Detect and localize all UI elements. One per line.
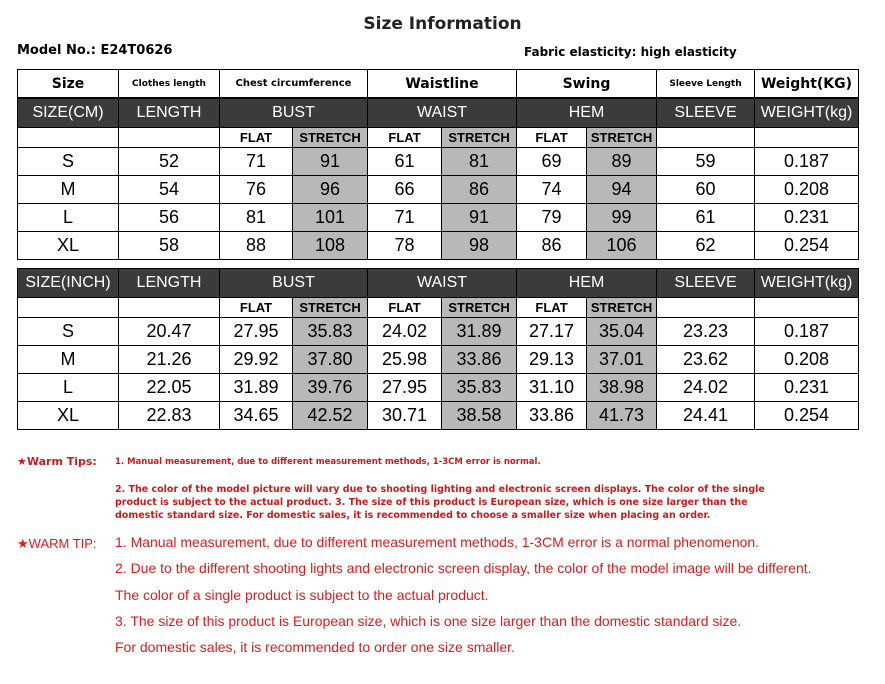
table-cell: 27.95	[220, 318, 293, 346]
warm-tips-line-1: 1. Manual measurement, due to different measurement methods, 1-3CM error is normal.	[115, 457, 541, 467]
table-cell: 23.62	[657, 346, 755, 374]
header-weight: Weight(KG)	[755, 70, 859, 98]
table-cell: 99	[587, 204, 657, 232]
flat-label: FLAT	[368, 128, 442, 148]
column-header-waist: WAIST	[368, 99, 517, 128]
table-cell: 0.208	[755, 346, 859, 374]
table-cell: 66	[368, 176, 442, 204]
size-label: M	[18, 176, 119, 204]
table-cell: 27.17	[517, 318, 587, 346]
table-cell: 34.65	[220, 402, 293, 430]
table-cell: 0.208	[755, 176, 859, 204]
table-cell: 0.231	[755, 204, 859, 232]
table-cell: 106	[587, 232, 657, 260]
warm-tip-line-4: 3. The size of this product is European size, which is one size larger than the domestic standard size.	[115, 613, 742, 629]
table-cell: 91	[293, 148, 368, 176]
stretch-label: STRETCH	[587, 128, 657, 148]
table-cell: 38.58	[442, 402, 517, 430]
header-clothes-length: Clothes length	[119, 70, 220, 98]
subheader-blank	[657, 128, 755, 148]
table-cell: 29.92	[220, 346, 293, 374]
column-header-weight: WEIGHT(kg)	[755, 269, 859, 298]
table-cell: 81	[442, 148, 517, 176]
table-row	[18, 346, 859, 374]
table-cell: 61	[657, 204, 755, 232]
column-header-row	[18, 99, 859, 128]
flat-label: FLAT	[517, 128, 587, 148]
table-cell: 38.98	[587, 374, 657, 402]
table-cell: 60	[657, 176, 755, 204]
table-cell: 22.05	[119, 374, 220, 402]
size-label: M	[18, 346, 119, 374]
column-header-row	[18, 269, 859, 298]
table-cell: 0.254	[755, 232, 859, 260]
size-label: L	[18, 204, 119, 232]
table-cell: 39.76	[293, 374, 368, 402]
table-cell: 22.83	[119, 402, 220, 430]
table-cell: 33.86	[442, 346, 517, 374]
table-cell: 88	[220, 232, 293, 260]
table-cell: 31.10	[517, 374, 587, 402]
subheader-blank	[18, 128, 119, 148]
table-cell: 96	[293, 176, 368, 204]
table-cell: 37.80	[293, 346, 368, 374]
table-cell: 69	[517, 148, 587, 176]
subheader-blank	[119, 298, 220, 318]
table-cell: 58	[119, 232, 220, 260]
table-cell: 86	[442, 176, 517, 204]
table-cell: 94	[587, 176, 657, 204]
warm-tip-line-1: 1. Manual measurement, due to different measurement methods, 1-3CM error is a normal phenomenon.	[115, 534, 760, 550]
table-cell: 56	[119, 204, 220, 232]
warm-tip-line-5: For domestic sales, it is recommended to order one size smaller.	[115, 639, 515, 655]
table-cell: 0.254	[755, 402, 859, 430]
column-header-size: SIZE(INCH)	[18, 269, 119, 298]
warm-tip-label: ★WARM TIP:	[17, 536, 97, 551]
table-cell: 74	[517, 176, 587, 204]
table-row	[18, 176, 859, 204]
stretch-label: STRETCH	[293, 128, 368, 148]
header-table	[17, 69, 859, 98]
size-table-cm	[17, 98, 859, 260]
header-waistline: Waistline	[368, 70, 517, 98]
flat-label: FLAT	[517, 298, 587, 318]
warm-tip-line-3: The color of a single product is subject to the actual product.	[115, 587, 489, 603]
header-row	[18, 70, 859, 98]
size-label: S	[18, 148, 119, 176]
table-cell: 79	[517, 204, 587, 232]
table-cell: 21.26	[119, 346, 220, 374]
table-cell: 76	[220, 176, 293, 204]
table-cell: 29.13	[517, 346, 587, 374]
column-header-bust: BUST	[220, 99, 368, 128]
warm-tips-paragraph-2: 2. The color of the model picture will vary due to shooting lighting and electronic screen displays. The color of the single product is subject to the actual product. 3. The size of this product is European size, which is one size larger than the domestic standard size. For domestic sales, it is recommended to choose a smaller size when placing an order.	[115, 484, 765, 521]
table-cell: 24.02	[368, 318, 442, 346]
table-cell: 54	[119, 176, 220, 204]
column-header-sleeve: SLEEVE	[657, 269, 755, 298]
size-label: S	[18, 318, 119, 346]
stretch-label: STRETCH	[442, 128, 517, 148]
table-cell: 71	[368, 204, 442, 232]
table-cell: 35.04	[587, 318, 657, 346]
table-cell: 71	[220, 148, 293, 176]
column-header-sleeve: SLEEVE	[657, 99, 755, 128]
column-header-hem: HEM	[517, 99, 657, 128]
table-cell: 98	[442, 232, 517, 260]
subheader-blank	[755, 298, 859, 318]
header-swing: Swing	[517, 70, 657, 98]
header-size: Size	[18, 70, 119, 98]
size-label: L	[18, 374, 119, 402]
table-cell: 33.86	[517, 402, 587, 430]
table-cell: 81	[220, 204, 293, 232]
model-number: Model No.: E24T0626	[17, 43, 173, 58]
table-cell: 78	[368, 232, 442, 260]
table-row	[18, 318, 859, 346]
subheader-row	[18, 128, 859, 148]
column-header-length: LENGTH	[119, 99, 220, 128]
size-table-inch	[17, 268, 859, 430]
table-cell: 42.52	[293, 402, 368, 430]
column-header-size: SIZE(CM)	[18, 99, 119, 128]
header-sleeve: Sleeve Length	[657, 70, 755, 98]
size-label: XL	[18, 232, 119, 260]
subheader-blank	[18, 298, 119, 318]
warm-tips-label: ★Warm Tips:	[17, 455, 97, 468]
table-row	[18, 204, 859, 232]
table-row	[18, 232, 859, 260]
stretch-label: STRETCH	[587, 298, 657, 318]
table-cell: 31.89	[220, 374, 293, 402]
table-cell: 0.231	[755, 374, 859, 402]
table-cell: 41.73	[587, 402, 657, 430]
table-cell: 62	[657, 232, 755, 260]
table-cell: 24.02	[657, 374, 755, 402]
table-cell: 35.83	[442, 374, 517, 402]
size-label: XL	[18, 402, 119, 430]
table-cell: 108	[293, 232, 368, 260]
column-header-bust: BUST	[220, 269, 368, 298]
stretch-label: STRETCH	[293, 298, 368, 318]
table-cell: 25.98	[368, 346, 442, 374]
header-chest: Chest circumference	[220, 70, 368, 98]
table-cell: 52	[119, 148, 220, 176]
table-cell: 86	[517, 232, 587, 260]
table-cell: 27.95	[368, 374, 442, 402]
column-header-hem: HEM	[517, 269, 657, 298]
table-cell: 31.89	[442, 318, 517, 346]
flat-label: FLAT	[220, 298, 293, 318]
subheader-blank	[755, 128, 859, 148]
table-cell: 20.47	[119, 318, 220, 346]
subheader-row	[18, 298, 859, 318]
table-cell: 61	[368, 148, 442, 176]
table-row	[18, 402, 859, 430]
table-cell: 89	[587, 148, 657, 176]
flat-label: FLAT	[368, 298, 442, 318]
table-cell: 0.187	[755, 148, 859, 176]
table-cell: 91	[442, 204, 517, 232]
table-row	[18, 374, 859, 402]
column-header-length: LENGTH	[119, 269, 220, 298]
table-cell: 23.23	[657, 318, 755, 346]
flat-label: FLAT	[220, 128, 293, 148]
subheader-blank	[657, 298, 755, 318]
warm-tip-line-2: 2. Due to the different shooting lights and electronic screen display, the color of the model image will be different.	[115, 560, 812, 576]
table-cell: 24.41	[657, 402, 755, 430]
subheader-blank	[119, 128, 220, 148]
column-header-waist: WAIST	[368, 269, 517, 298]
table-cell: 35.83	[293, 318, 368, 346]
table-cell: 101	[293, 204, 368, 232]
table-cell: 37.01	[587, 346, 657, 374]
fabric-elasticity: Fabric elasticity: high elasticity	[524, 45, 737, 59]
stretch-label: STRETCH	[442, 298, 517, 318]
column-header-weight: WEIGHT(kg)	[755, 99, 859, 128]
page-title: Size Information	[363, 14, 522, 34]
table-cell: 59	[657, 148, 755, 176]
table-cell: 30.71	[368, 402, 442, 430]
table-cell: 0.187	[755, 318, 859, 346]
table-row	[18, 148, 859, 176]
